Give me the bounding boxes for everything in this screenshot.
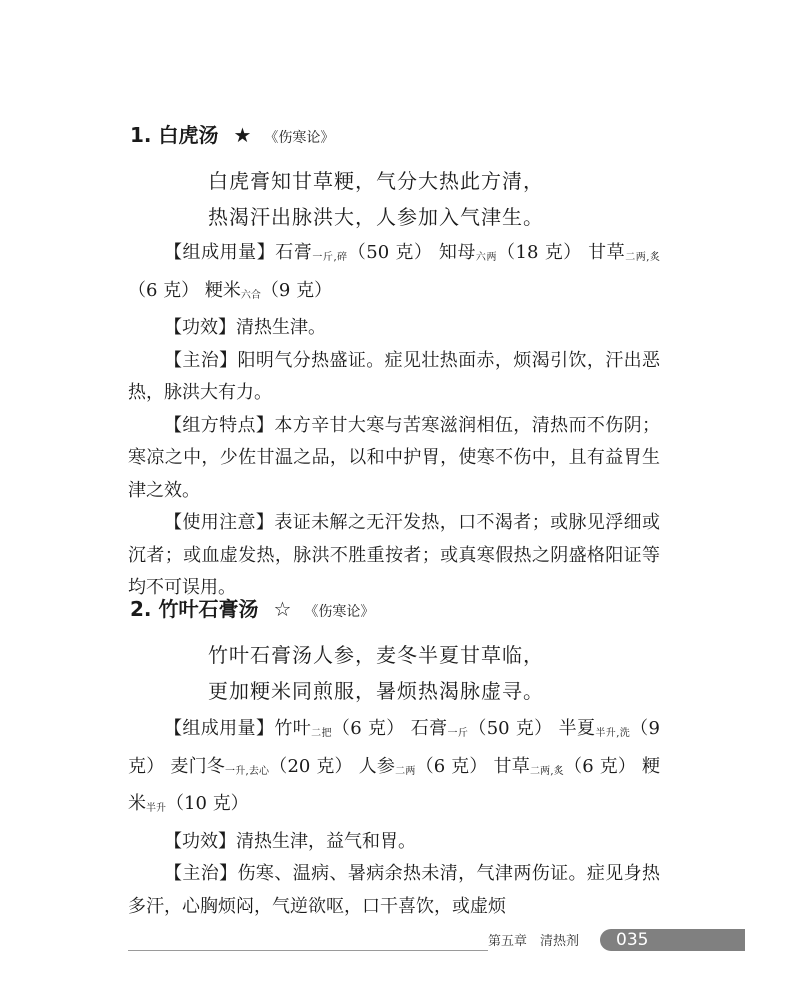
effect-tag: 【功效】 bbox=[164, 317, 236, 338]
effect-tag: 【功效】 bbox=[164, 830, 236, 852]
composition-tag: 【组成用量】 bbox=[164, 718, 275, 739]
formula-source: 《伤寒论》 bbox=[304, 604, 375, 620]
formula-heading-2 bbox=[130, 596, 374, 625]
verse-line: 白虎膏知甘草粳，气分大热此方清， bbox=[208, 169, 544, 193]
ingredient: 石膏$_{一斤,碎}$（50 克） bbox=[275, 242, 433, 263]
indication-paragraph bbox=[128, 858, 660, 923]
filled-star-icon: ★ bbox=[233, 123, 252, 147]
verse-line: 竹叶石膏汤人参，麦冬半夏甘草临， bbox=[208, 643, 544, 667]
ingredient: 竹叶$_{二把}$（6 克） bbox=[274, 718, 405, 739]
footer-rule bbox=[128, 950, 488, 951]
effect-paragraph bbox=[128, 826, 660, 859]
verse-line: 热渴汗出脉洪大，人参加入气津生。 bbox=[208, 205, 544, 229]
formula-body-2 bbox=[128, 713, 660, 923]
verse-line: 更加粳米同煎服，暑烦热渴脉虚寻。 bbox=[208, 679, 544, 703]
ingredient: 半夏$_{半升,洗}$（9 克） bbox=[128, 718, 661, 777]
effect-text: 清热生津，益气和胃。 bbox=[236, 830, 416, 852]
formula-number: 1. bbox=[130, 123, 152, 147]
indication-tag: 【主治】 bbox=[164, 349, 238, 371]
indication-text: 伤寒、温病、暑病余热未清，气津两伤证。症见身热多汗，心胸烦闷，气逆欲呕，口干喜饮，或虚烦 bbox=[128, 863, 661, 917]
formula-name: 白虎汤 bbox=[158, 123, 219, 147]
footer-chapter-title: 第五章 清热剂 bbox=[488, 934, 580, 949]
composition-paragraph bbox=[128, 237, 660, 312]
formula-name: 竹叶石膏汤 bbox=[158, 597, 259, 621]
indication-paragraph bbox=[128, 345, 660, 410]
caution-text: 表证未解之无汗发热，口不渴者；或脉见浮细或沉者；或血虚发热，脉洪不胜重按者；或真寒假热之阴盛格阳证等均不可误用。 bbox=[128, 512, 661, 598]
formula-body-1 bbox=[128, 237, 660, 605]
indication-tag: 【主治】 bbox=[164, 863, 238, 884]
ingredient: 粳米$_{六合}$（9 克） bbox=[204, 279, 333, 301]
outline-star-icon: ☆ bbox=[273, 597, 292, 621]
feature-paragraph bbox=[128, 410, 660, 508]
caution-paragraph bbox=[128, 507, 660, 605]
effect-paragraph bbox=[128, 312, 660, 345]
ingredient: 麦门冬$_{一升,去心}$（20 克） bbox=[170, 755, 353, 777]
page-number: 035 bbox=[616, 930, 649, 950]
effect-text: 清热生津。 bbox=[236, 317, 326, 338]
ingredient: 知母$_{六两}$（18 克） bbox=[438, 242, 582, 263]
indication-text: 阳明气分热盛证。症见壮热面赤，烦渴引饮，汗出恶热，脉洪大有力。 bbox=[128, 349, 661, 403]
ingredient: 甘草$_{二两,炙}$（6 克） bbox=[493, 755, 637, 777]
formula-verse-2 bbox=[208, 637, 544, 709]
ingredient: 粳米$_{半升}$（10 克） bbox=[128, 755, 660, 814]
formula-source: 《伤寒论》 bbox=[264, 130, 335, 146]
caution-tag: 【使用注意】 bbox=[164, 512, 275, 533]
ingredient: 石膏$_{一斤}$（50 克） bbox=[410, 718, 553, 739]
feature-text: 本方辛甘大寒与苦寒滋润相伍，清热而不伤阴；寒凉之中，少佐甘温之品，以和中护胃，使寒不伤中，且有益胃生津之效。 bbox=[128, 414, 661, 501]
feature-tag: 【组方特点】 bbox=[164, 414, 275, 436]
formula-verse-1 bbox=[208, 163, 544, 235]
composition-tag: 【组成用量】 bbox=[164, 242, 276, 263]
formula-heading-1 bbox=[130, 122, 334, 151]
composition-paragraph bbox=[128, 713, 660, 826]
ingredient: 人参$_{二两}$（6 克） bbox=[358, 755, 488, 777]
ingredient: 甘草$_{二两,炙}$（6 克） bbox=[128, 242, 660, 301]
formula-number: 2. bbox=[130, 597, 152, 621]
